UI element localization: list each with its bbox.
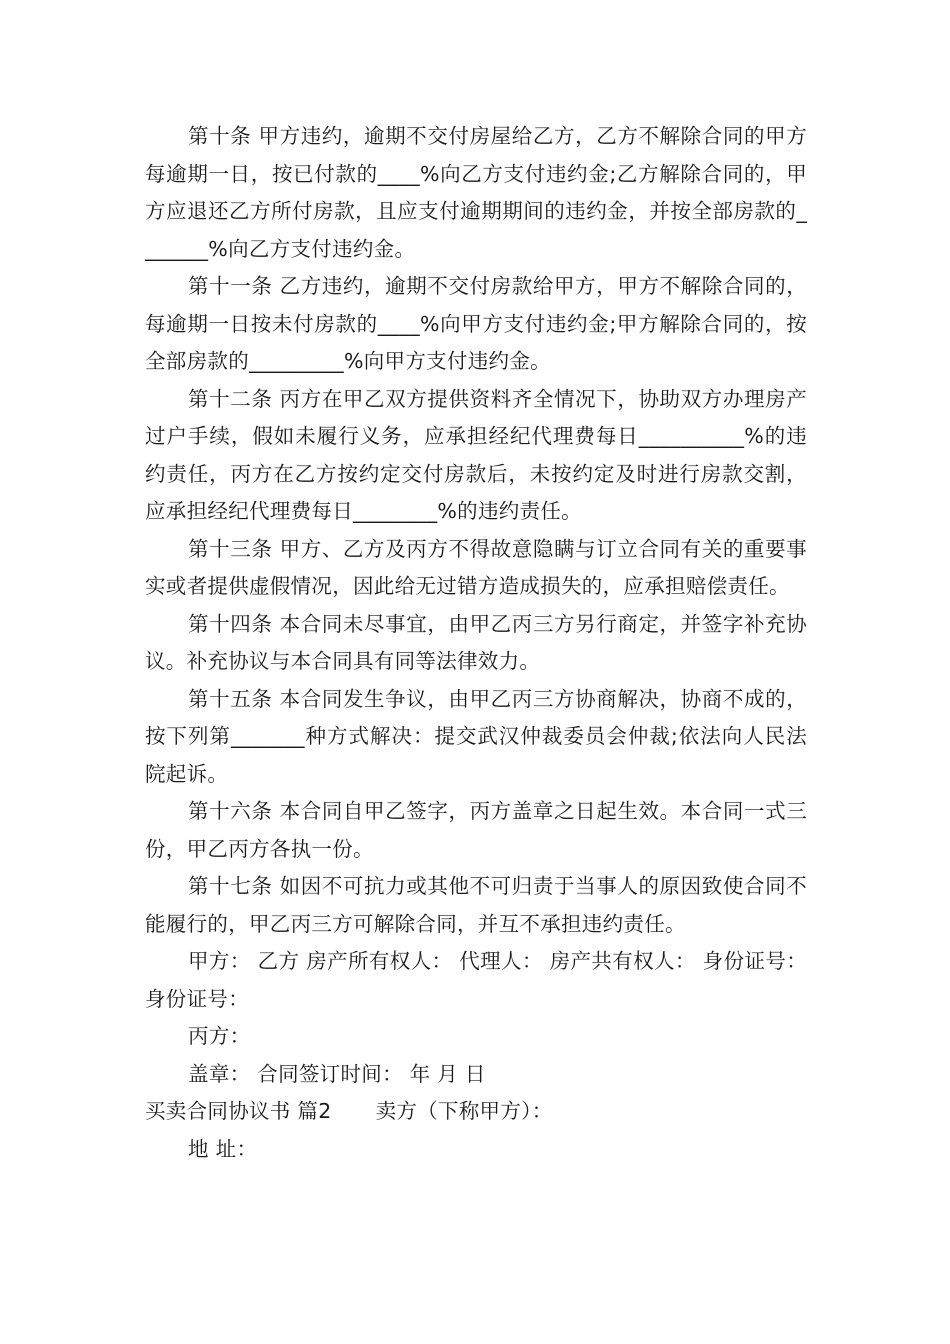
address-line: 地 址： bbox=[188, 1136, 258, 1161]
signature-parties: 甲方： 乙方 房产所有权人： 代理人： 房产共有权人： 身份证号： 身份证号： bbox=[145, 949, 807, 1011]
seller-label: 卖方（下称甲方）： bbox=[375, 1099, 553, 1123]
seal-date-line: 盖章： 合同签订时间： 年 月 日 bbox=[188, 1061, 486, 1086]
clause-14: 第十四条 本合同未尽事宜，由甲乙丙三方另行商定，并签字补充协议。补充协议与本合同具有同等法律效力。 bbox=[145, 611, 807, 673]
clause-11: 第十一条 乙方违约，逾期不交付房款给甲方，甲方不解除合同的，每逾期一日按未付房款的____%向甲方支付违约金;甲方解除合同的，按全部房款的_________%向甲方支付违约金。 bbox=[145, 274, 807, 373]
clause-15: 第十五条 本合同发生争议，由甲乙丙三方协商解决，协商不成的，按下列第_______种方式解决：提交武汉仲裁委员会仲裁;依法向人民法院起诉。 bbox=[145, 686, 807, 786]
section-title: 买卖合同协议书 篇2 bbox=[145, 1099, 332, 1123]
clause-13: 第十三条 甲方、乙方及丙方不得故意隐瞒与订立合同有关的重要事实或者提供虚假情况，因此给无过错方造成损失的，应承担赔偿责任。 bbox=[145, 536, 807, 598]
document-page bbox=[145, 118, 807, 1168]
clause-12: 第十二条 丙方在甲乙双方提供资料齐全情况下，协助双方办理房产过户手续，假如未履行义务，应承担经纪代理费每日__________%的违约责任，丙方在乙方按约定交付房款后，未按约定及时进行房款交割，应承担经纪代理费每日________%的违约责任。 bbox=[145, 386, 807, 523]
clause-10: 第十条 甲方违约，逾期不交付房屋给乙方，乙方不解除合同的甲方每逾期一日，按已付款的____%向乙方支付违约金;乙方解除合同的，甲方应退还乙方所付房款，且应支付逾期期间的违约金，并按全部房款的_______%向乙方支付违约金。 bbox=[145, 124, 807, 261]
section-heading bbox=[145, 1093, 807, 1131]
clause-17: 第十七条 如因不可抗力或其他不可归责于当事人的原因致使合同不能履行的，甲乙丙三方可解除合同，并互不承担违约责任。 bbox=[145, 874, 807, 936]
party-c-line: 丙方： bbox=[188, 1024, 251, 1048]
clause-16: 第十六条 本合同自甲乙签字，丙方盖章之日起生效。本合同一式三份，甲乙丙方各执一份。 bbox=[145, 799, 807, 861]
